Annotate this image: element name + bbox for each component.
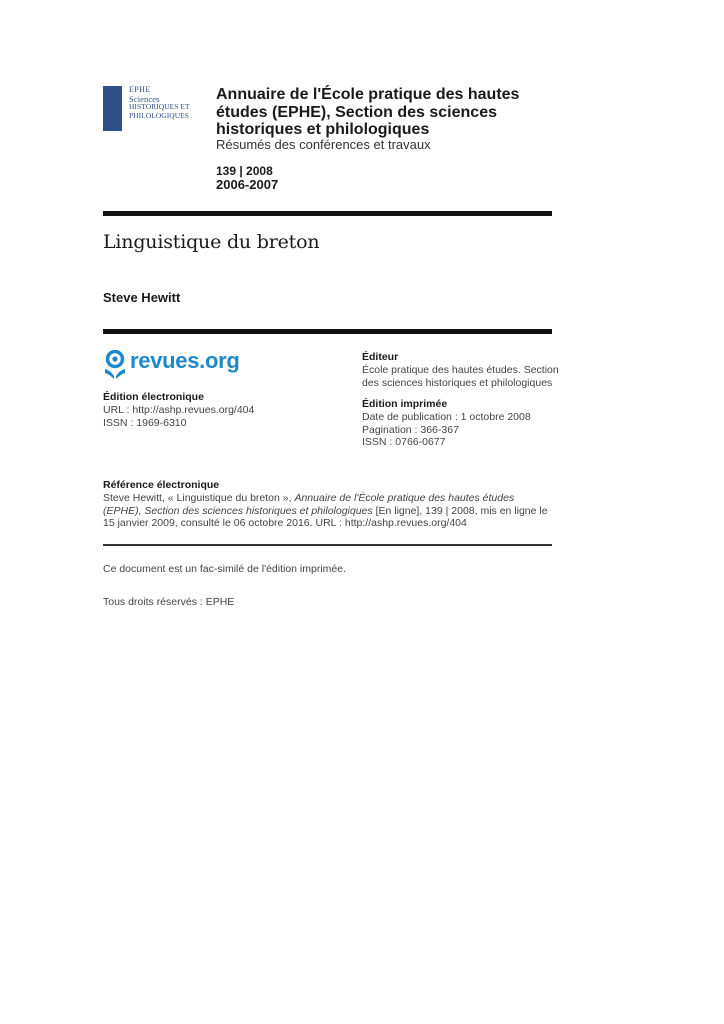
issue-years: 2006-2007	[216, 177, 279, 192]
revues-org-person-icon	[103, 350, 127, 380]
reference-part1: Steve Hewitt, « Linguistique du breton »,	[103, 492, 295, 504]
journal-title: Annuaire de l'École pratique des hautes études (EPHE), Section des sciences historiques et philologiques	[216, 86, 520, 138]
ephe-logo-line4: PHILOLOGIQUES	[129, 110, 190, 120]
issue-number: 139 | 2008	[216, 164, 273, 178]
rights-note: Tous droits réservés : EPHE	[103, 596, 235, 608]
ephe-logo-line3: HISTORIQUES ET	[129, 102, 190, 112]
ephe-logo-line2: Sciences	[129, 93, 160, 104]
ephe-logo-bar	[103, 86, 122, 131]
print-edition-pages: Pagination : 366-367	[362, 423, 459, 436]
ephe-logo-text	[129, 86, 190, 120]
electronic-reference-block	[103, 479, 553, 530]
reference-label: Référence électronique	[103, 479, 220, 491]
editor-line1: École pratique des hautes études. Section	[362, 364, 559, 376]
revues-org-logo[interactable]	[103, 348, 253, 380]
reference-journal-italic: Annuaire de l'École pratique des hautes études (EPHE), Section des sciences historiques et philologiques	[103, 492, 515, 517]
electronic-edition-url[interactable]: URL : http://ashp.revues.org/404	[103, 404, 255, 416]
article-title: Linguistique du breton	[103, 231, 320, 253]
publisher-info-block	[362, 351, 562, 449]
electronic-edition-issn: ISSN : 1969-6310	[103, 416, 187, 429]
bottom-divider	[103, 544, 552, 546]
revues-org-wordmark: revues.org	[130, 348, 240, 373]
ephe-logo	[103, 86, 193, 131]
print-edition-label: Édition imprimée	[362, 398, 448, 410]
article-author: Steve Hewitt	[103, 290, 181, 305]
middle-divider	[103, 329, 552, 334]
reference-part3: [En ligne], 139 | 2008, mis en ligne le 15 janvier 2009, consulté le 06 octobre 2016. URL : http://ashp.revues.org/404	[103, 504, 548, 530]
top-divider	[103, 211, 552, 216]
editor-label: Éditeur	[362, 351, 399, 363]
journal-subtitle: Résumés des conférences et travaux	[216, 137, 431, 152]
print-edition-date: Date de publication : 1 octobre 2008	[362, 411, 531, 423]
editor-line2: des sciences historiques et philologiques	[362, 376, 553, 389]
reference-text	[103, 492, 553, 530]
facsimile-note: Ce document est un fac-similé de l'édition imprimée.	[103, 563, 347, 575]
electronic-edition-block	[103, 391, 333, 429]
electronic-edition-label: Édition électronique	[103, 391, 204, 403]
ephe-logo-line1: EPHE	[129, 85, 151, 94]
print-edition-issn: ISSN : 0766-0677	[362, 436, 446, 448]
